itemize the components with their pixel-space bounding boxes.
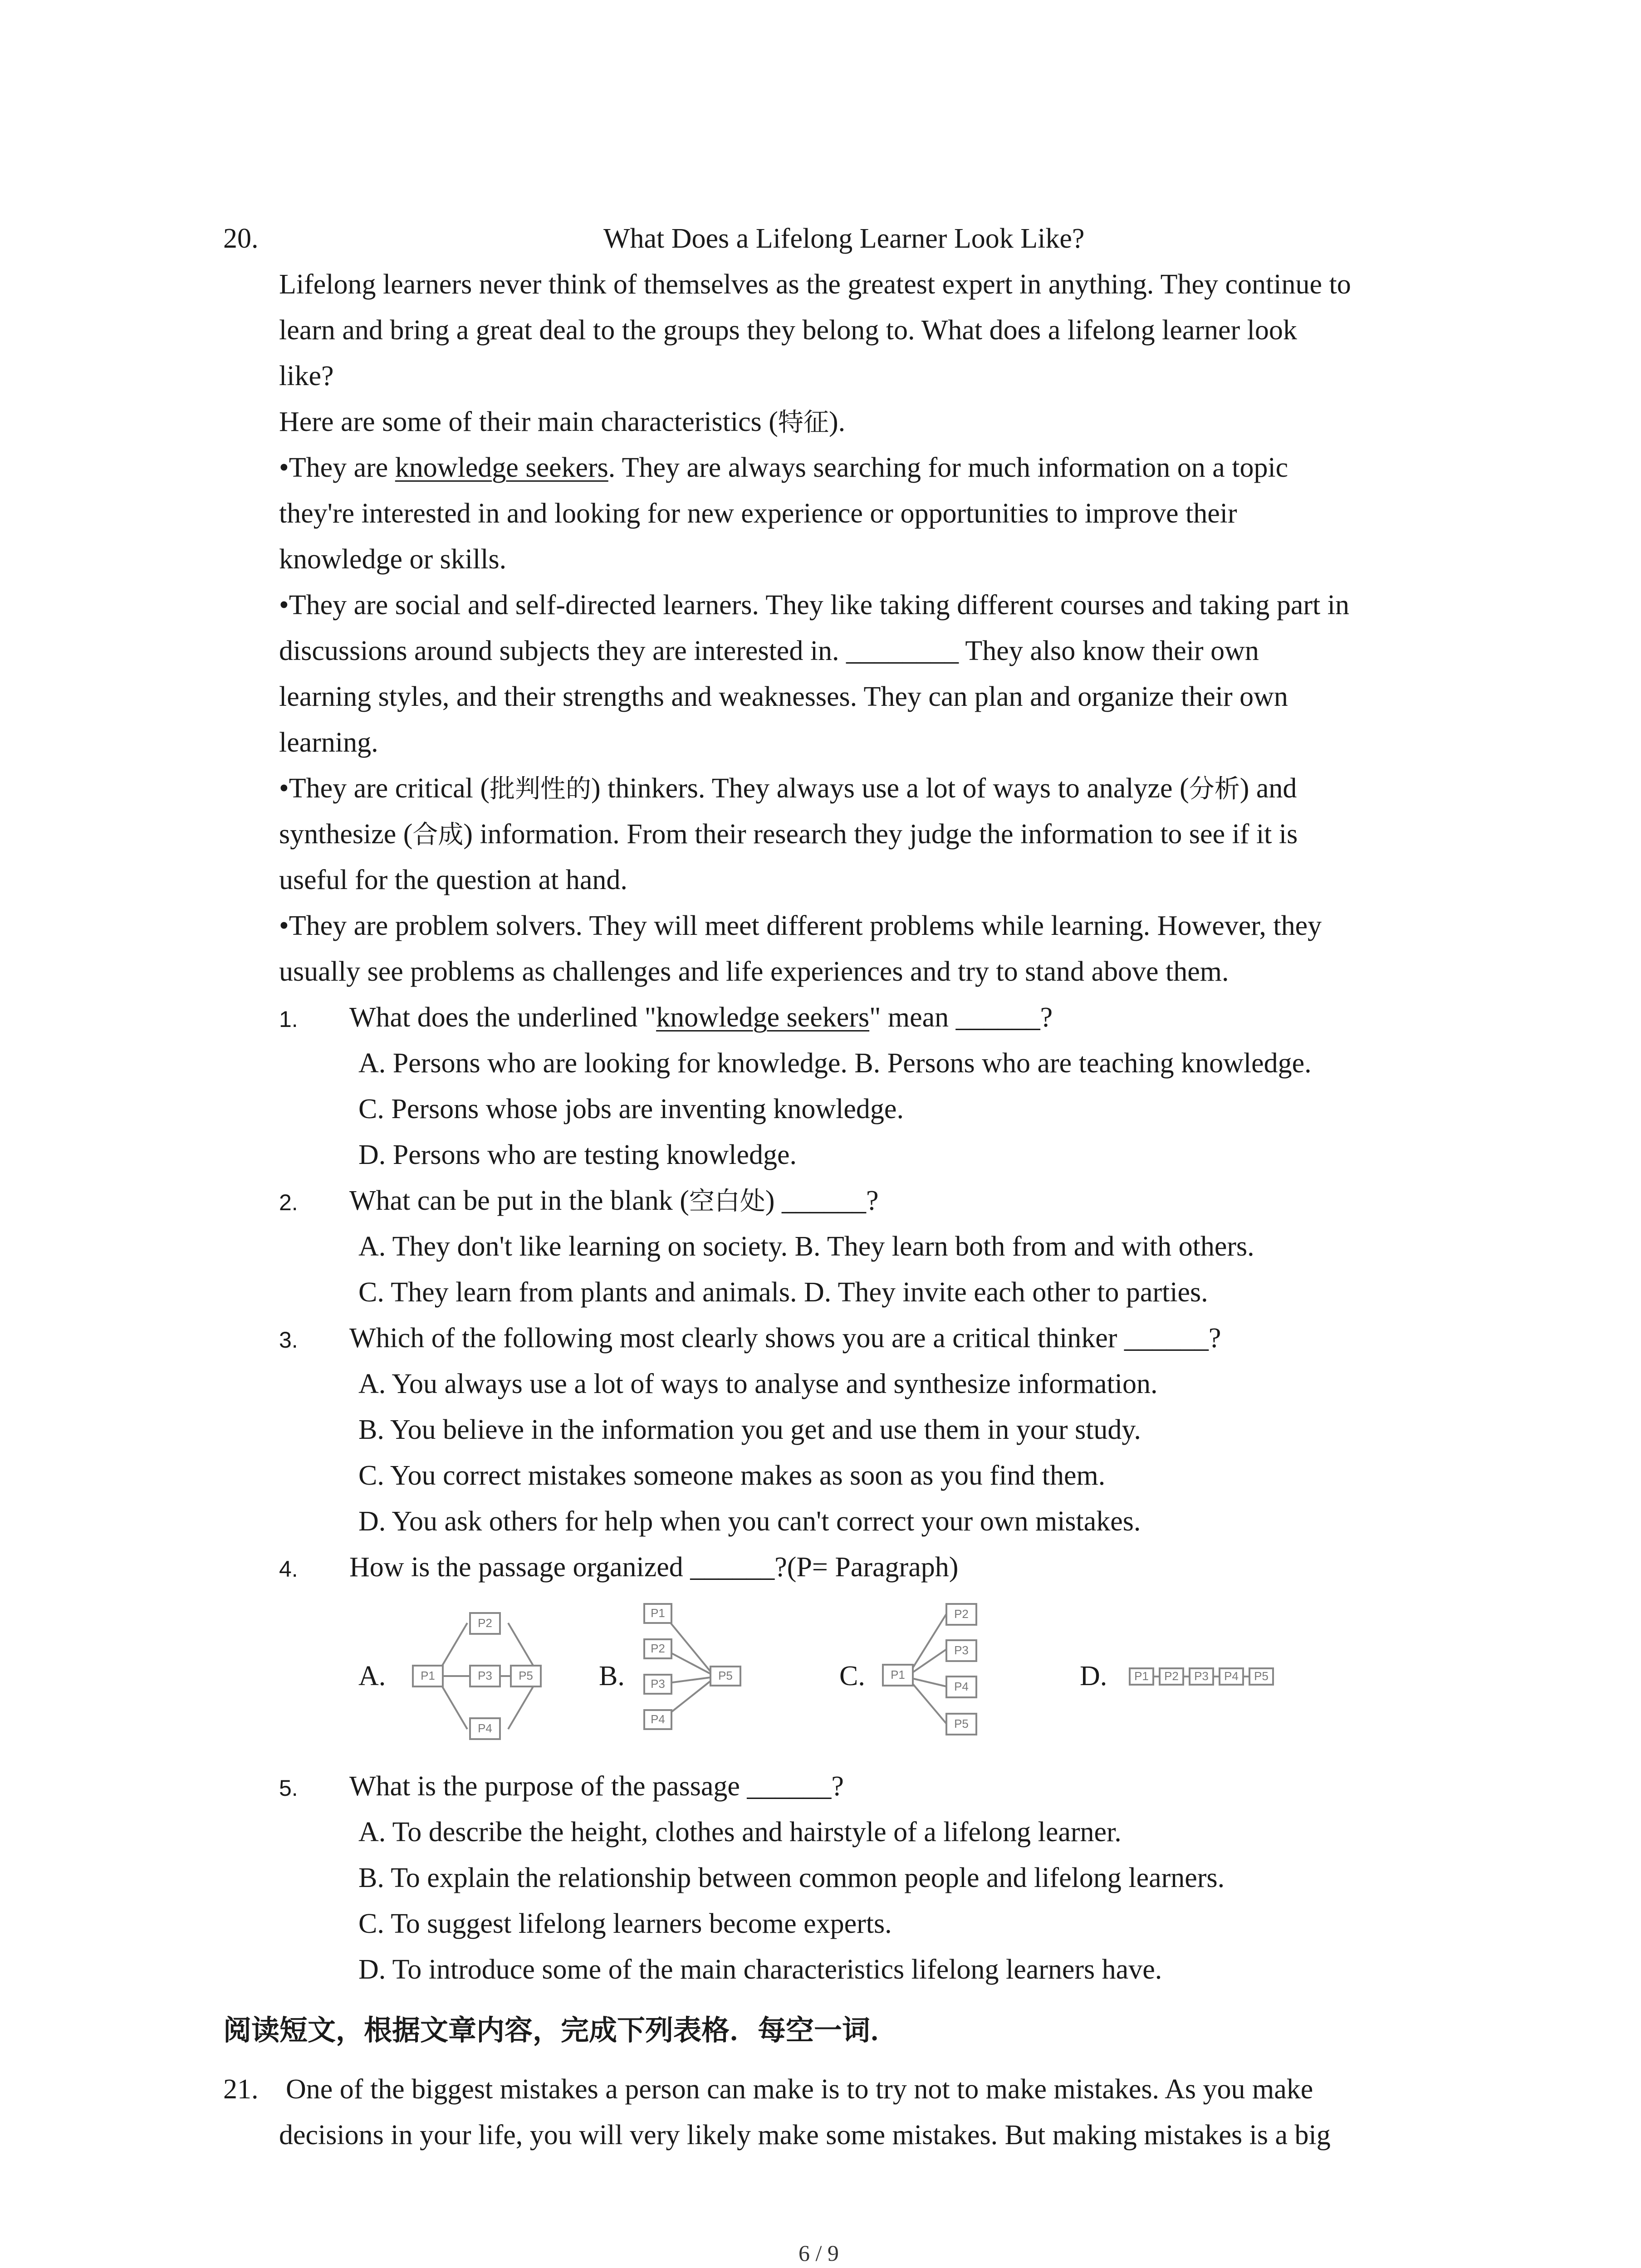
passage-line: discussions around subjects they are interested in. ________ They also know their own bbox=[279, 635, 1259, 666]
passage-title: What Does a Lifelong Learner Look Like? bbox=[603, 223, 1085, 254]
answer-option[interactable]: C. You correct mistakes someone makes as soon as you find them. bbox=[358, 1460, 1106, 1491]
box-label: P5 bbox=[1254, 1669, 1269, 1683]
chinese-gloss: 合成 bbox=[412, 820, 464, 850]
structure-diagram-options bbox=[345, 1601, 1316, 1751]
bullet-line: •They are problem solvers. They will meet different problems while learning. However, they bbox=[279, 910, 1322, 941]
text: •They are critical ( bbox=[279, 773, 490, 804]
underlined-phrase: knowledge seekers bbox=[395, 452, 608, 483]
passage-line: usually see problems as challenges and life experiences and try to stand above them. bbox=[279, 956, 1229, 987]
option-b-label: B. bbox=[599, 1661, 625, 1691]
option-a-diagram[interactable] bbox=[358, 1613, 541, 1739]
passage-line bbox=[279, 818, 1298, 851]
chinese-gloss: 空白处 bbox=[689, 1187, 765, 1216]
passage-line: useful for the question at hand. bbox=[279, 865, 627, 895]
passage-line bbox=[279, 406, 845, 439]
text: ) ______? bbox=[765, 1185, 879, 1216]
box-label: P3 bbox=[1194, 1669, 1209, 1683]
passage-line: Lifelong learners never think of themselves as the greatest expert in anything. They continue to bbox=[279, 269, 1351, 300]
answer-option[interactable]: A. Persons who are looking for knowledge. B. Persons who are teaching knowledge. bbox=[358, 1048, 1312, 1079]
question-stem: Which of the following most clearly shows you are a critical thinker ______? bbox=[349, 1323, 1221, 1354]
section-heading: 阅读短文，根据文章内容，完成下列表格．每空一词． bbox=[223, 2014, 899, 2047]
text: What can be put in the blank ( bbox=[349, 1185, 689, 1216]
answer-option[interactable]: A. You always use a lot of ways to analyse and synthesize information. bbox=[358, 1369, 1158, 1399]
passage-line: like? bbox=[279, 361, 334, 391]
bullet-line bbox=[279, 451, 1288, 484]
sub-question-number: 5. bbox=[279, 1775, 298, 1801]
box-label: P3 bbox=[651, 1677, 665, 1691]
passage-line: knowledge or skills. bbox=[279, 544, 507, 575]
box-label: P5 bbox=[718, 1668, 733, 1682]
box-label: P5 bbox=[954, 1716, 969, 1730]
chinese-gloss: 分析 bbox=[1189, 774, 1240, 804]
box-label: P4 bbox=[1224, 1669, 1239, 1683]
option-c-diagram[interactable] bbox=[839, 1604, 976, 1735]
chinese-gloss: 特征 bbox=[778, 408, 829, 437]
box-label: P3 bbox=[478, 1668, 492, 1682]
text: Here are some of their main characteristics ( bbox=[279, 406, 778, 437]
option-a-label: A. bbox=[358, 1661, 386, 1691]
underlined-phrase: knowledge seekers bbox=[656, 1002, 870, 1033]
passage-line: learning. bbox=[279, 727, 378, 758]
answer-option[interactable]: C. To suggest lifelong learners become experts. bbox=[358, 1908, 892, 1939]
answer-option[interactable]: B. To explain the relationship between common people and lifelong learners. bbox=[358, 1862, 1225, 1893]
text: ) thinkers. They always use a lot of ways to analyze ( bbox=[591, 773, 1189, 804]
box-label: P4 bbox=[651, 1712, 665, 1726]
bullet-line bbox=[279, 772, 1297, 806]
option-d-diagram[interactable] bbox=[1080, 1661, 1273, 1691]
text: ). bbox=[828, 406, 846, 437]
text: What does the underlined " bbox=[349, 1002, 656, 1033]
passage-line: learn and bring a great deal to the groups they belong to. What does a lifelong learner look bbox=[279, 315, 1297, 346]
question-stem: What is the purpose of the passage ______? bbox=[349, 1771, 844, 1802]
question-stem bbox=[349, 1001, 1053, 1034]
passage-line: they're interested in and looking for new experience or opportunities to improve their bbox=[279, 498, 1237, 529]
answer-option[interactable]: A. They don't like learning on society. B. They learn both from and with others. bbox=[358, 1231, 1254, 1262]
answer-option[interactable]: C. They learn from plants and animals. D. They invite each other to parties. bbox=[358, 1277, 1208, 1308]
sub-question-number: 4. bbox=[279, 1556, 298, 1582]
box-label: P3 bbox=[954, 1643, 969, 1657]
text: ) and bbox=[1239, 773, 1297, 804]
box-label: P2 bbox=[1164, 1669, 1179, 1683]
question-stem: How is the passage organized ______?(P= Paragraph) bbox=[349, 1552, 959, 1583]
bullet-line: •They are social and self-directed learners. They like taking different courses and taking part in bbox=[279, 590, 1349, 621]
option-d-label: D. bbox=[1080, 1661, 1107, 1691]
box-label: P1 bbox=[1134, 1669, 1149, 1683]
box-label: P1 bbox=[651, 1606, 665, 1620]
box-label: P1 bbox=[891, 1667, 905, 1681]
box-label: P5 bbox=[519, 1668, 533, 1682]
answer-option[interactable]: C. Persons whose jobs are inventing knowledge. bbox=[358, 1094, 904, 1124]
answer-option[interactable]: A. To describe the height, clothes and hairstyle of a lifelong learner. bbox=[358, 1817, 1122, 1848]
chinese-gloss: 批判性的 bbox=[490, 774, 592, 804]
text: . They are always searching for much information on a topic bbox=[608, 452, 1288, 483]
answer-option[interactable]: D. To introduce some of the main characteristics lifelong learners have. bbox=[358, 1954, 1162, 1985]
text: synthesize ( bbox=[279, 819, 413, 850]
text: ) information. From their research they judge the information to see if it is bbox=[463, 819, 1298, 850]
box-label: P4 bbox=[478, 1721, 492, 1735]
box-label: P1 bbox=[421, 1668, 435, 1682]
question-number: 21. bbox=[223, 2074, 259, 2105]
box-label: P2 bbox=[478, 1616, 492, 1630]
box-label: P2 bbox=[954, 1607, 969, 1621]
option-b-diagram[interactable] bbox=[599, 1604, 740, 1729]
text: •They are bbox=[279, 452, 395, 483]
passage-line: decisions in your life, you will very likely make some mistakes. But making mistakes is a big bbox=[279, 2120, 1331, 2151]
question-stem bbox=[349, 1184, 879, 1218]
sub-question-number: 3. bbox=[279, 1327, 298, 1353]
box-label: P4 bbox=[954, 1679, 969, 1693]
question-number: 20. bbox=[223, 223, 259, 254]
sub-question-number: 1. bbox=[279, 1007, 298, 1032]
answer-option[interactable]: D. You ask others for help when you can't correct your own mistakes. bbox=[358, 1506, 1141, 1537]
option-c-label: C. bbox=[839, 1661, 865, 1691]
answer-option[interactable]: D. Persons who are testing knowledge. bbox=[358, 1139, 797, 1170]
page-number: 6 / 9 bbox=[798, 2240, 839, 2266]
passage-line: One of the biggest mistakes a person can make is to try not to make mistakes. As you make bbox=[286, 2074, 1313, 2105]
answer-option[interactable]: B. You believe in the information you get and use them in your study. bbox=[358, 1414, 1141, 1445]
sub-question-number: 2. bbox=[279, 1190, 298, 1215]
box-label: P2 bbox=[651, 1641, 665, 1655]
text: " mean ______? bbox=[869, 1002, 1053, 1033]
passage-line: learning styles, and their strengths and weaknesses. They can plan and organize their own bbox=[279, 681, 1288, 712]
